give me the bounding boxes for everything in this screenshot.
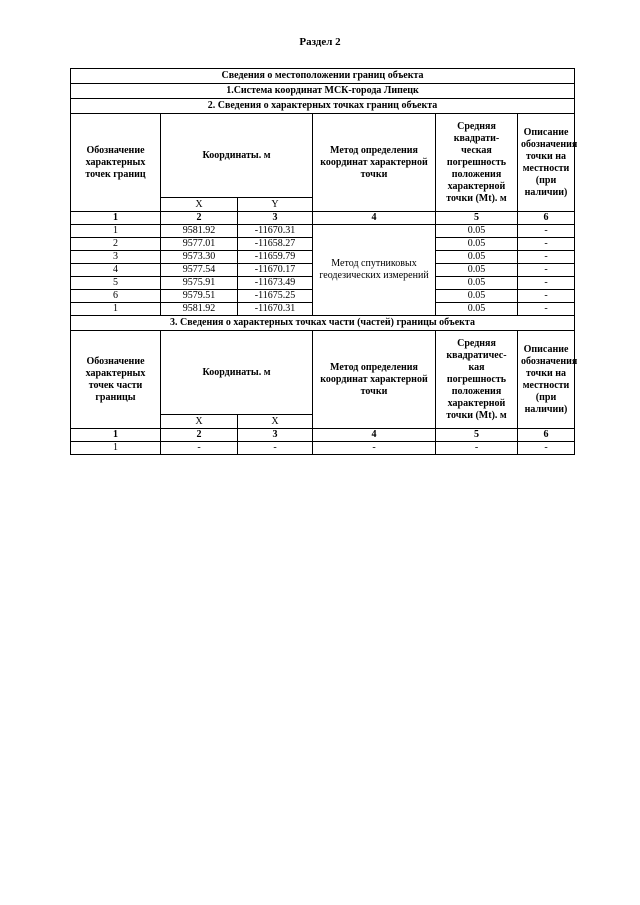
cell-description: - [518, 290, 575, 303]
col-number: 1 [71, 212, 161, 225]
cell-description: - [518, 251, 575, 264]
header-y: X [238, 415, 313, 429]
cell-error: - [436, 442, 518, 455]
cell-error: 0.05 [436, 251, 518, 264]
table-title: Сведения о местоположении границ объекта [71, 69, 575, 84]
col-number: 6 [518, 429, 575, 442]
header-description: Описание обозначения точки на местности (при наличии) [518, 331, 575, 429]
cell-point: 1 [71, 225, 161, 238]
table-row [71, 225, 575, 238]
cell-error: 0.05 [436, 303, 518, 316]
cell-x: 9577.01 [161, 238, 238, 251]
col-number: 5 [436, 212, 518, 225]
cell-point: 3 [71, 251, 161, 264]
header-method: Метод определения координат характерной точки [313, 114, 436, 212]
cell-x: 9581.92 [161, 303, 238, 316]
cell-method: Метод спутниковых геодезических измерений [313, 225, 436, 316]
cell-description: - [518, 225, 575, 238]
cell-error: 0.05 [436, 290, 518, 303]
col-number: 4 [313, 212, 436, 225]
cell-y: -11659.79 [238, 251, 313, 264]
header-x: X [161, 415, 238, 429]
cell-point: 1 [71, 303, 161, 316]
section3-title: 3. Сведения о характерных точках части (частей) границы объекта [71, 316, 575, 331]
cell-description: - [518, 442, 575, 455]
cell-x: 9579.51 [161, 290, 238, 303]
cell-method: - [313, 442, 436, 455]
cell-y: -11670.17 [238, 264, 313, 277]
cell-point: 1 [71, 442, 161, 455]
cell-point: 4 [71, 264, 161, 277]
header-coords: Координаты. м [161, 331, 313, 415]
col-number: 6 [518, 212, 575, 225]
cell-point: 5 [71, 277, 161, 290]
cell-error: 0.05 [436, 277, 518, 290]
cell-x: 9581.92 [161, 225, 238, 238]
section2-title: 2. Сведения о характерных точках границ объекта [71, 99, 575, 114]
header-error: Средняя квадратичес-кая погрешность положения характерной точки (Mt). м [436, 331, 518, 429]
col-number: 5 [436, 429, 518, 442]
col-number: 3 [238, 429, 313, 442]
cell-y: -11670.31 [238, 303, 313, 316]
header-y: Y [238, 198, 313, 212]
cell-error: 0.05 [436, 225, 518, 238]
section-title: Раздел 2 [299, 36, 341, 48]
header-point: Обозначение характерных точек границ [71, 114, 161, 212]
col-number: 4 [313, 429, 436, 442]
cell-error: 0.05 [436, 264, 518, 277]
cell-error: 0.05 [436, 238, 518, 251]
col-number: 1 [71, 429, 161, 442]
col-number: 2 [161, 212, 238, 225]
header-coords: Координаты. м [161, 114, 313, 198]
header-method: Метод определения координат характерной точки [313, 331, 436, 429]
coordinate-system-row: 1.Система координат МСК-города Липецк [71, 84, 575, 99]
cell-point: 2 [71, 238, 161, 251]
cell-y: - [238, 442, 313, 455]
cell-y: -11658.27 [238, 238, 313, 251]
table-row [71, 442, 575, 455]
boundary-table [70, 68, 578, 455]
header-description: Описание обозначения точки на местности (при наличии) [518, 114, 575, 212]
cell-y: -11673.49 [238, 277, 313, 290]
cell-y: -11675.25 [238, 290, 313, 303]
cell-point: 6 [71, 290, 161, 303]
cell-x: 9575.91 [161, 277, 238, 290]
header-error: Средняя квадрати-ческая погрешность положения характерной точки (Mt). м [436, 114, 518, 212]
col-number: 3 [238, 212, 313, 225]
cell-x: - [161, 442, 238, 455]
header-point: Обозначение характерных точек части границы [71, 331, 161, 429]
cell-y: -11670.31 [238, 225, 313, 238]
cell-description: - [518, 303, 575, 316]
header-x: X [161, 198, 238, 212]
cell-description: - [518, 238, 575, 251]
cell-description: - [518, 264, 575, 277]
cell-description: - [518, 277, 575, 290]
col-number: 2 [161, 429, 238, 442]
cell-x: 9577.54 [161, 264, 238, 277]
cell-x: 9573.30 [161, 251, 238, 264]
